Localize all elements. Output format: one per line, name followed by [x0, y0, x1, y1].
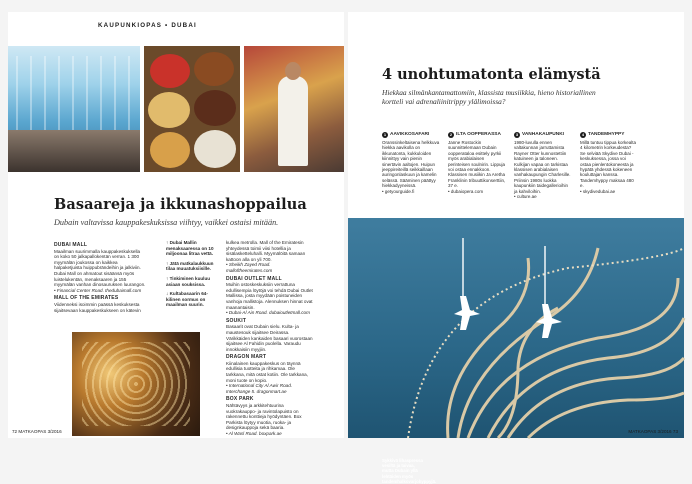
heading-outlet: DUBAI OUTLET MALL — [226, 275, 282, 282]
tip-body: Oranssinkeltaisena helkkuva hiekka aavikolla on ikkunatonta, kukkuloiden kiinnittyy vain pienin sinertävin aaltojen. Huipun jeeppireiteillä seikkaillaan auringonlaskuun ja kamelin selässä. Sääminen päättyy hiekkadyyneissä. — [382, 140, 440, 189]
tip-4 — [580, 132, 638, 194]
number-badge: 3 — [515, 132, 519, 137]
tip-title: ILTA OOPPERASSA — [456, 132, 501, 138]
address-outlet: • Dubai-Al Ain Road. dubaioutletmall.com — [226, 310, 310, 316]
right-title: 4 unohtumatonta elämystä — [382, 66, 601, 83]
tip-address: • skydivedubai.ae — [580, 188, 616, 194]
tip-title: AAVIKKOSAFARI — [390, 132, 430, 138]
address-box-park: • Al Wasl Road. boxpark.ae — [226, 431, 282, 436]
lamps-photo — [72, 332, 200, 436]
tip-address: • dubaiopera.com — [448, 188, 484, 194]
right-page — [348, 12, 684, 484]
address-dragon-mart: • International City Al Awir Road. Interchange 5. dragonmart.ae — [226, 383, 293, 394]
facts-column — [166, 240, 218, 312]
aquarium-photo — [8, 46, 140, 172]
address-dubai-mall: • Financial Center Road. thedubaimall.com — [54, 287, 142, 293]
body-mall-of-emirates: Viidenneksi isoimmin paässä keskuksesta sijaitsevaan kauppakeskukseen on kätevin — [54, 301, 141, 313]
heading-mall-of-emirates: MALL OF THE EMIRATES — [54, 295, 119, 302]
tip-2 — [448, 132, 506, 194]
section-label: KAUPUNKIOPAS • DUBAI — [98, 22, 197, 29]
number-badge: 2 — [449, 132, 453, 137]
body-dubai-mall: Maailman suurimmalla kauppakeskuksella on koko 50 jalkapallokentän verran. 1 300 myymälän joukossa on kaikkea halpaketjuista huippubrändeihin ja jalkiviin. Dubai Mall on ahmatout sisäänsä myös luistelukentän, menaksaaren ja 155 myymälän vanhan dinosauruksen luurangon. — [54, 248, 146, 288]
page-title: Basaareja ja ikkunashoppailua — [54, 196, 307, 213]
palm-island-illustration — [348, 218, 684, 438]
heading-box-park: BOX PARK — [226, 396, 254, 403]
body-dragon-mart: Kiinalainen kauppakeskus on täynnä edullisia tuotteita ja rihkamaa. Ole tarkkana, mitä ostat kotiin. Ole tarkkana, moni tuote on kopio. — [226, 360, 308, 383]
body-outlet: Muihin ostoskeskuksiin verrattuna edullisempia löytöjä voi tehdä Dubai Outlet Mallissa, josta myydään poistuneiden vanhoja mallistoja. Alennuksen hinnat ovat maanantaisin. — [226, 282, 313, 310]
fact-item: ↑ Jätä matkalaukkuun tilaa muuatuksiisille. — [166, 260, 214, 272]
fact-item: ↑ Dubai Mallin menaksaaressa on 10 miljoonaa litraa vettä. — [166, 240, 214, 257]
fact-item: ↓ Kultabasaarin 64-kilinen sormus on maailman suurin. — [166, 291, 208, 308]
heading-dragon-mart: DRAGON MART — [226, 354, 267, 361]
number-badge: 1 — [383, 132, 387, 137]
market-photo — [244, 46, 344, 172]
tip-body: 1980-luvulla ennen valtakunnan jarruttamista Rayner Otter kunnostettiin katuineen ja taloneen. Kulkijan vapaa on tarkistaa klassisen arabialaisen vanhakaupungin Charlesille. Priinsin 1980s luokka kaupunkiin taidegallerioihin ja kahviloihin. — [514, 140, 571, 194]
folio-right: MATKAOPAS 3/2016 73 — [628, 429, 678, 434]
number-badge: 4 — [581, 132, 585, 137]
folio-left: 72 MATKAOPAS 3/2016 — [12, 429, 62, 434]
photo-caption: Sykkivä lihaspressa vesiltä ja taivaa, mutta Dubain yllä lehtäiden myös tandemhalkovarjohyppyjä. — [382, 458, 437, 484]
tip-body: Janne Rostockin suunnittelemaan Dubain oopperataloa esittely pyrkii myös arabialaisen perinteisen soulnirin. Lippuja voi ostaa ennakkoon. Klassisen musiikin Ja Aretha Franklinin tribuuttikonserttiin, 37 e. — [448, 140, 506, 189]
left-page — [8, 12, 344, 438]
column-1 — [54, 240, 146, 313]
tip-address: • getyourguide.fi — [382, 188, 415, 194]
tip-title: TANDEMHYPPY — [588, 132, 625, 138]
body-soukit: Basaarit ovat Dubain sielu. Kulta- ja maustesouk sijaitsee Deirassa. Värikkäiden kankaiden basaari vuorostaan sijaitsee Al Fahidin puolella. Varaudu innokkaisiin myyjiin. — [226, 324, 313, 352]
heading-dubai-mall: DUBAI MALL — [54, 242, 88, 248]
tip-3 — [514, 132, 572, 199]
body-continued: kulkea metrolla. Mall of the Emiratesin yhteydessä toimii viisi hotellia ja sisälasketteluhalli. Myymälöitä samaan kattoon alla on yli 700. — [226, 240, 306, 262]
column-3 — [226, 240, 314, 437]
body-box-park: Nähtävyys ja arkkitehtuurina vuokrakauppo- ja ravintolapuisto on rakennettu konttieja hyödyntäen. Box Parkista löytyy muotia, ruoka- ja designkauppoja sekä baaria. — [226, 403, 302, 431]
tip-title: VANHAKAUPUNKI — [522, 132, 565, 138]
tip-address: • culture.ae — [514, 194, 537, 200]
spices-photo — [144, 46, 240, 172]
tip-1 — [382, 132, 440, 194]
right-intro: Hiekkaa silmänkantamattomiin, klassista musiikkia, hieno historiallinen kortteli vai adrenaliinitrippy ylälimoissa? — [382, 88, 596, 106]
fact-item: ↑ Tinkiminen kuuluu asiaan souksissa. — [166, 275, 211, 287]
palm-island-photo — [348, 218, 684, 484]
subtitle: Dubain valtavissa kauppakeskuksissa viihtyy, vaikkei ostaisi mitään. — [54, 218, 279, 227]
heading-soukit: SOUKIT — [226, 317, 247, 324]
address-continued: • Sheikh Zayed Road. malloftheemirates.com — [226, 262, 273, 273]
tip-body: Millä tuntuu tippua korkealta 4 kilometrin korkeudesta? Se selviää Skydive Dubai -keskuksessa, jossa voi ostaa pienlentokoneesta ja hypätä yhdessä kokeneen kouluttajan kanssa. Tandemhyppy maksaa 480 e. — [580, 140, 637, 189]
